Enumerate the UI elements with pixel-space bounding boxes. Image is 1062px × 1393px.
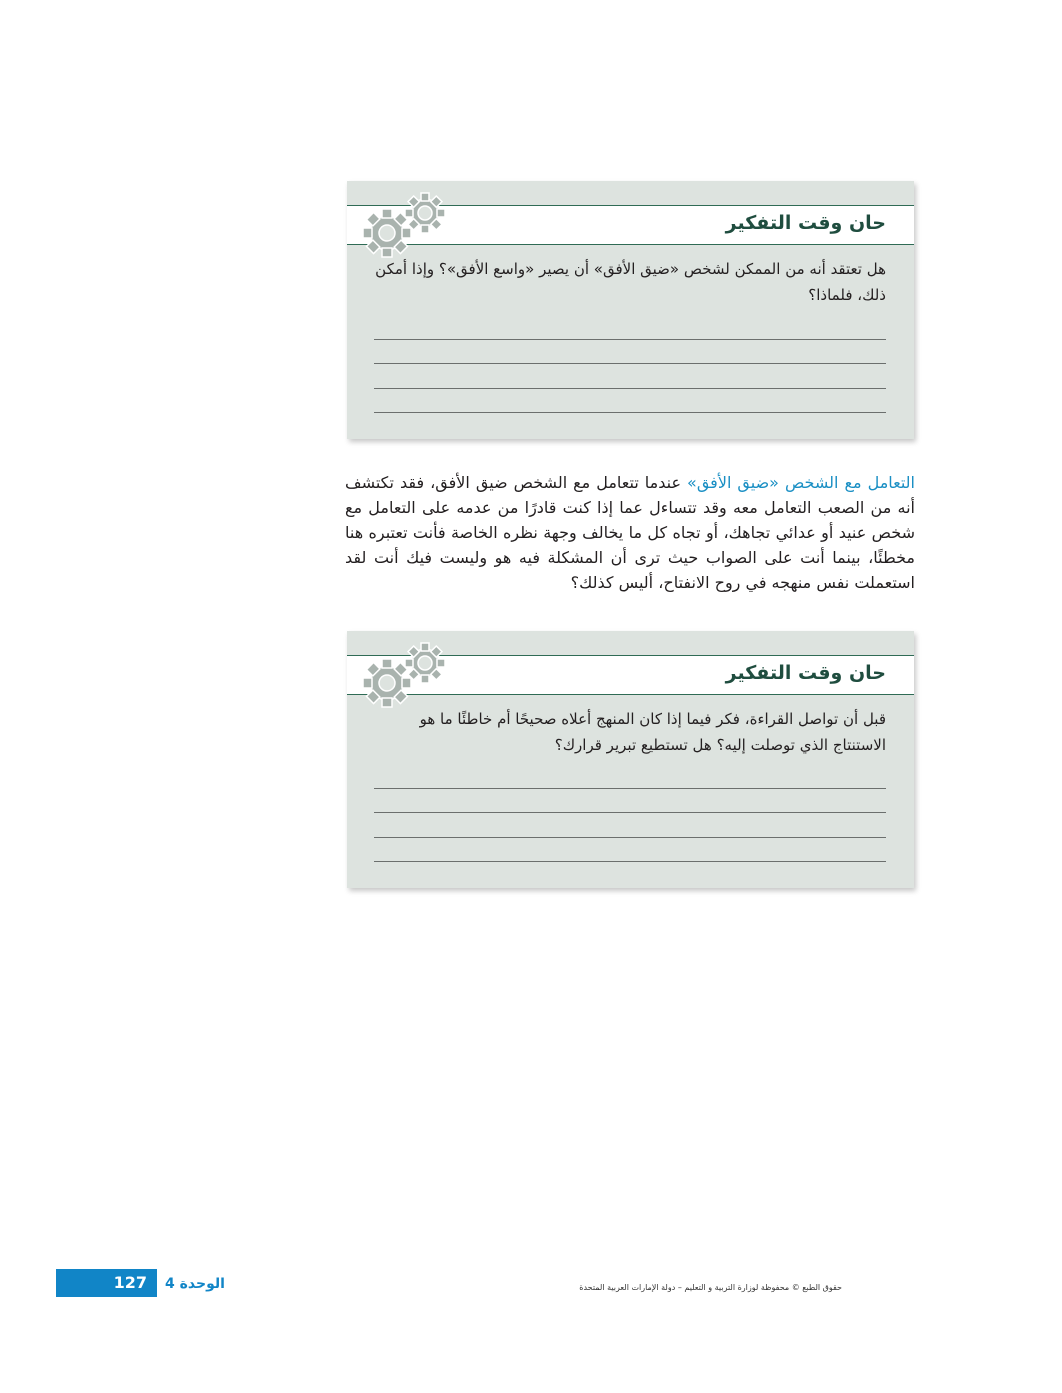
answer-line[interactable]	[374, 412, 886, 413]
unit-label: الوحدة 4	[165, 1276, 225, 1292]
page-number-bar	[56, 1269, 157, 1297]
answer-line[interactable]	[374, 788, 886, 789]
answer-line[interactable]	[374, 812, 886, 813]
gears-icon	[353, 191, 449, 259]
thinking-time-title: حان وقت التفكير	[725, 212, 886, 234]
gears-icon	[353, 641, 449, 709]
answer-line[interactable]	[374, 861, 886, 862]
answer-line[interactable]	[374, 388, 886, 389]
thinking-question: هل تعتقد أنه من الممكن لشخص «ضيق الأفق» أن يصير «واسع الأفق»؟ وإذا أمكن ذلك، فلماذا؟	[375, 260, 886, 304]
thinking-time-title: حان وقت التفكير	[725, 662, 886, 684]
body-paragraph	[345, 470, 915, 595]
thinking-time-box-1	[347, 181, 914, 439]
thinking-time-box-2	[347, 631, 914, 888]
page-number: 127	[113, 1273, 147, 1292]
paragraph-text: عندما تتعامل مع الشخص ضيق الأفق، فقد تكتشف أنه من الصعب التعامل معه وقد تتساءل عما إذا كنت قادرًا من عدمه على التعامل مع شخص عنيد أو عدائي تجاهك، أو تجاه كل ما يخالف وجهة نظره الخاصة فأنت تعتبره هنا مخطئًا، بينما أنت على الصواب حيث ترى أن المشكلة فيه هو وليست فيك أنت لقد استعملت نفس منهجه في روح الانفتاح، أليس كذلك؟	[345, 473, 915, 592]
answer-line[interactable]	[374, 363, 886, 364]
copyright-notice: حقوق الطبع © محفوظة لوزارة التربية و التعليم – دولة الإمارات العربية المتحدة	[579, 1283, 842, 1292]
answer-line[interactable]	[374, 339, 886, 340]
answer-line[interactable]	[374, 837, 886, 838]
thinking-question: قبل أن تواصل القراءة، فكر فيما إذا كان المنهج أعلاه صحيحًا أم خاطئًا ما هو الاستنتاج الذي توصلت إليه؟ هل تستطيع تبرير قرارك؟	[419, 710, 886, 754]
highlighted-term: التعامل مع الشخص «ضيق الأفق»	[687, 473, 915, 492]
